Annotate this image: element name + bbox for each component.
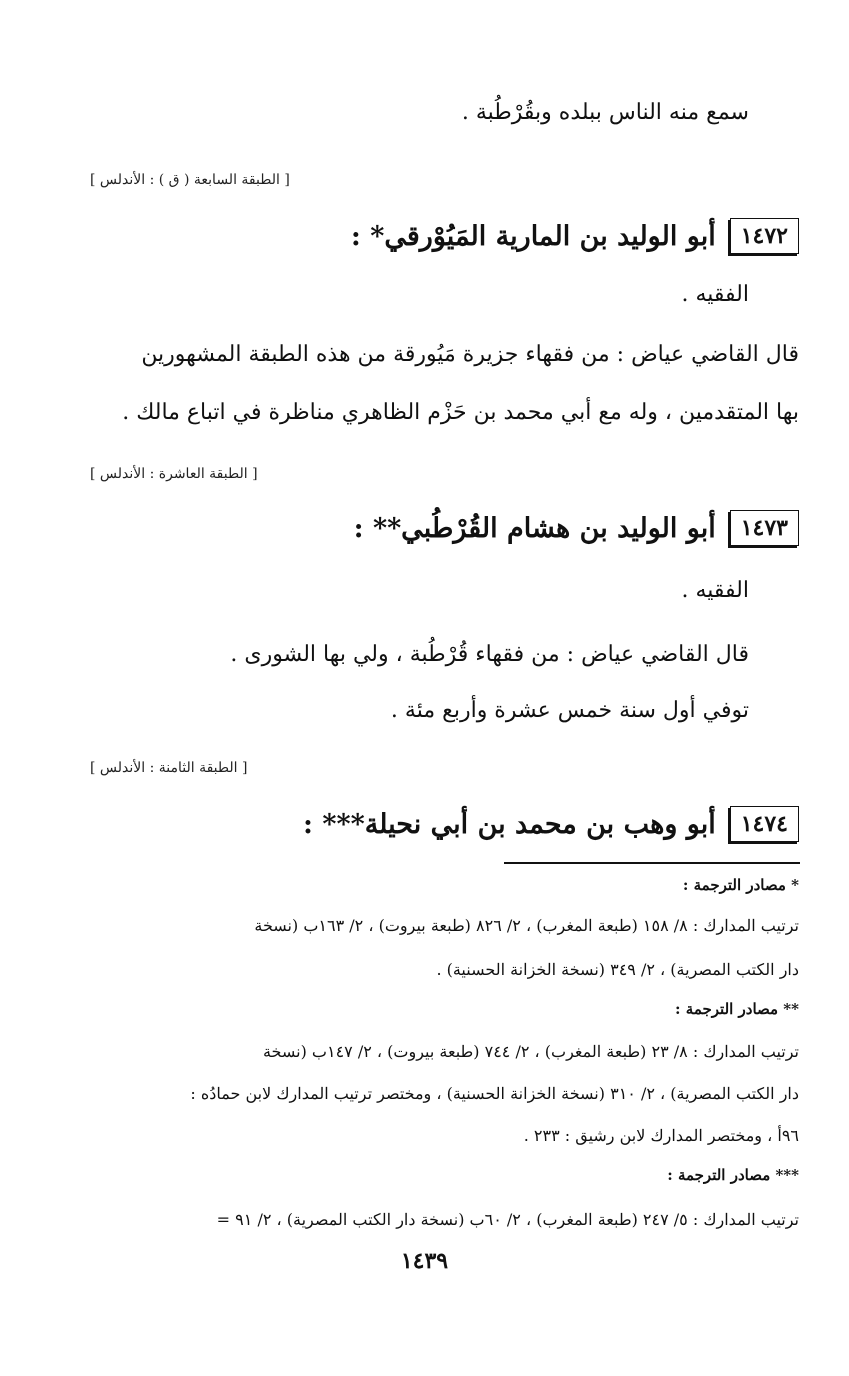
entry-text-line: بها المتقدمين ، وله مع أبي محمد بن حَزْم الظاهري مناظرة في اتباع مالك .	[122, 400, 799, 425]
entry-1473-tag: [ الطبقة العاشرة : الأندلس ]	[90, 466, 258, 482]
entry-title: أبو الوليد بن المارية المَيُوْرقي* :	[350, 220, 716, 252]
entry-1472-heading	[351, 218, 799, 254]
footnote-line: دار الكتب المصرية) ، ٢/ ٣٤٩ (نسخة الخزانة الحسنية) .	[436, 960, 799, 979]
entry-1474-tag: [ الطبقة الثامنة : الأندلس ]	[90, 760, 248, 776]
footnote-line: ترتيب المدارك : ٨/ ١٥٨ (طبعة المغرب) ، ٢/ ٨٢٦ (طبعة بيروت) ، ٢/ ١٦٣ب (نسخة	[254, 916, 799, 935]
entry-title: أبو وهب بن محمد بن أبي نحيلة*** :	[303, 808, 716, 840]
page-number: ١٤٣٩	[400, 1248, 449, 1274]
footnote-heading: ** مصادر الترجمة :	[675, 1000, 799, 1018]
footnote-line: ترتيب المدارك : ٥/ ٢٤٧ (طبعة المغرب) ، ٢/ ٦٠ب (نسخة دار الكتب المصرية) ، ٢/ ٩١ =	[216, 1210, 799, 1229]
footnote-line: ترتيب المدارك : ٨/ ٢٣ (طبعة المغرب) ، ٢/ ٧٤٤ (طبعة بيروت) ، ٢/ ١٤٧ب (نسخة	[262, 1042, 799, 1061]
entry-1474-heading	[303, 806, 799, 842]
footnote-line: ٩٦أ ، ومختصر المدارك لابن رشيق : ٢٣٣ .	[523, 1126, 799, 1145]
entry-title: أبو الوليد بن هشام القُرْطُبي** :	[353, 512, 716, 544]
entry-number-box: ١٤٧٣	[730, 510, 799, 546]
entry-1472-tag: [ الطبقة السابعة ( ق ) : الأندلس ]	[90, 172, 290, 188]
entry-number-box: ١٤٧٤	[730, 806, 799, 842]
entry-text-line: توفي أول سنة خمس عشرة وأربع مئة .	[390, 698, 749, 723]
entry-text-line: قال القاضي عياض : من فقهاء جزيرة مَيُورقة من هذه الطبقة المشهورين	[141, 342, 799, 367]
footnote-line: دار الكتب المصرية) ، ٢/ ٣١٠ (نسخة الخزانة الحسنية) ، ومختصر ترتيب المدارك لابن حمادُه :	[190, 1084, 799, 1103]
entry-1473-heading	[354, 510, 799, 546]
continuation-line: سمع منه الناس ببلده وبقُرْطُبة .	[461, 100, 749, 125]
footnote-heading: * مصادر الترجمة :	[682, 876, 799, 894]
footnote-heading: *** مصادر الترجمة :	[667, 1166, 799, 1184]
entry-text-line: قال القاضي عياض : من فقهاء قُرْطُبة ، ولي بها الشورى .	[230, 642, 749, 667]
entry-text-line: الفقيه .	[681, 578, 749, 603]
footnote-separator	[504, 862, 800, 864]
entry-text-line: الفقيه .	[681, 282, 749, 307]
entry-number-box: ١٤٧٢	[730, 218, 799, 254]
